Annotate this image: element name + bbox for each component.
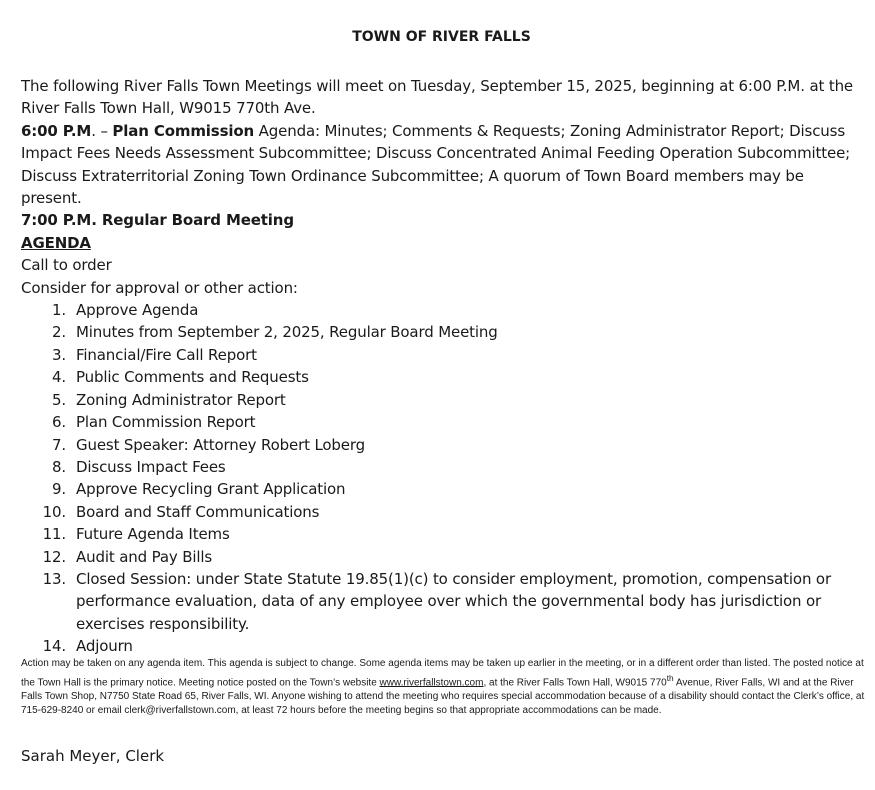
plan-commission-time: 6:00 P.M <box>21 121 92 140</box>
call-to-order: Call to order <box>21 256 112 275</box>
agenda-item <box>21 546 866 568</box>
agenda-list <box>21 299 866 658</box>
notice-text-3: Avenue, River Falls, WI and at the River Falls Town Shop, N7750 State Road 65, River Falls, WI. Anyone wishing to attend the meeting who requires special accommodation because of a disability should contact the Clerk’s office, at 715-629-8240 or email clerk@riverfallstown.com, at least 72 hours before the meeting begins so that appropriate accommodations can be made. <box>21 677 865 717</box>
plan-commission-separator: . – <box>91 121 113 140</box>
agenda-item-text: Approve Agenda <box>76 301 199 320</box>
agenda-item-text: Guest Speaker: Attorney Robert Loberg <box>76 435 366 454</box>
website-link[interactable]: www.riverfallstown.com <box>379 677 484 689</box>
agenda-item-text: Future Agenda Items <box>76 525 230 544</box>
agenda-item <box>21 366 866 388</box>
agenda-item-number: 5. <box>51 390 66 409</box>
agenda-item-number: 13. <box>42 569 66 588</box>
agenda-item <box>21 434 866 456</box>
agenda-item <box>21 344 866 366</box>
agenda-item-number: 6. <box>51 413 66 432</box>
agenda-item-number: 10. <box>42 502 66 521</box>
agenda-item-number: 12. <box>42 547 66 566</box>
page-title: TOWN OF RIVER FALLS <box>352 29 531 45</box>
agenda-item <box>21 501 866 523</box>
plan-commission-text: Agenda: Minutes; Comments & Requests; Zoning Administrator Report; Discuss Impact Fees Needs Assessment Subcommittee; Discuss Concentrated Animal Feeding Operation Subcommittee; Discuss Extraterritorial Zoning Town Ordinance Subcommittee; A quorum of Town Board members may be present. <box>21 121 851 208</box>
agenda-item-text: Public Comments and Requests <box>76 368 309 387</box>
notice-text-1: Action may be taken on any agenda item. This agenda is subject to change. Some agenda items may be taken up earlier in the meeting, or in a different order than listed. The posted notice at the Town Hall is the primary notice. Meeting notice posted on the Town’s website <box>21 658 864 689</box>
notice-text-2: , at the River Falls Town Hall, W9015 770 <box>483 677 667 689</box>
agenda-item <box>21 299 866 321</box>
agenda-item-number: 2. <box>51 323 66 342</box>
agenda-item <box>21 456 866 478</box>
agenda-item <box>21 635 866 657</box>
agenda-item-text: Adjourn <box>76 637 133 656</box>
agenda-item-number: 7. <box>51 435 66 454</box>
intro-paragraph: The following River Falls Town Meetings will meet on Tuesday, September 15, 2025, beginning at 6:00 P.M. at the River Falls Town Hall, W9015 770th Ave. <box>21 77 854 118</box>
agenda-item <box>21 568 866 635</box>
agenda-item-text: Minutes from September 2, 2025, Regular Board Meeting <box>76 323 498 342</box>
notice-body <box>21 75 866 658</box>
agenda-item-text: Audit and Pay Bills <box>76 547 213 566</box>
agenda-item-text: Board and Staff Communications <box>76 502 320 521</box>
consider-line: Consider for approval or other action: <box>21 278 298 297</box>
agenda-item-text: Discuss Impact Fees <box>76 457 226 476</box>
agenda-item-number: 11. <box>42 525 66 544</box>
agenda-item-text: Closed Session: under State Statute 19.85(1)(c) to consider employment, promotion, compensation or performance evaluation, data of any employee over which the governmental body has jurisdiction or exercises responsibility. <box>76 569 831 633</box>
plan-commission-name: Plan Commission <box>112 121 255 140</box>
agenda-label: AGENDA <box>21 233 91 252</box>
agenda-item-text: Plan Commission Report <box>76 413 256 432</box>
agenda-item-number: 3. <box>51 345 66 364</box>
agenda-item <box>21 321 866 343</box>
agenda-item <box>21 411 866 433</box>
fine-print-notice <box>21 657 866 718</box>
agenda-item-number: 1. <box>51 301 66 320</box>
agenda-item-text: Financial/Fire Call Report <box>76 345 257 364</box>
agenda-item <box>21 523 866 545</box>
agenda-item-number: 14. <box>42 637 66 656</box>
plan-commission-paragraph <box>21 120 866 210</box>
agenda-item <box>21 389 866 411</box>
agenda-item-text: Approve Recycling Grant Application <box>76 480 346 499</box>
agenda-item-text: Zoning Administrator Report <box>76 390 286 409</box>
agenda-item-number: 4. <box>51 368 66 387</box>
agenda-item-number: 9. <box>51 480 66 499</box>
agenda-item-number: 8. <box>51 457 66 476</box>
clerk-signature: Sarah Meyer, Clerk <box>21 747 165 765</box>
regular-meeting-heading: 7:00 P.M. Regular Board Meeting <box>21 211 294 230</box>
notice-ordinal-suffix: th <box>666 673 674 683</box>
agenda-item <box>21 478 866 500</box>
